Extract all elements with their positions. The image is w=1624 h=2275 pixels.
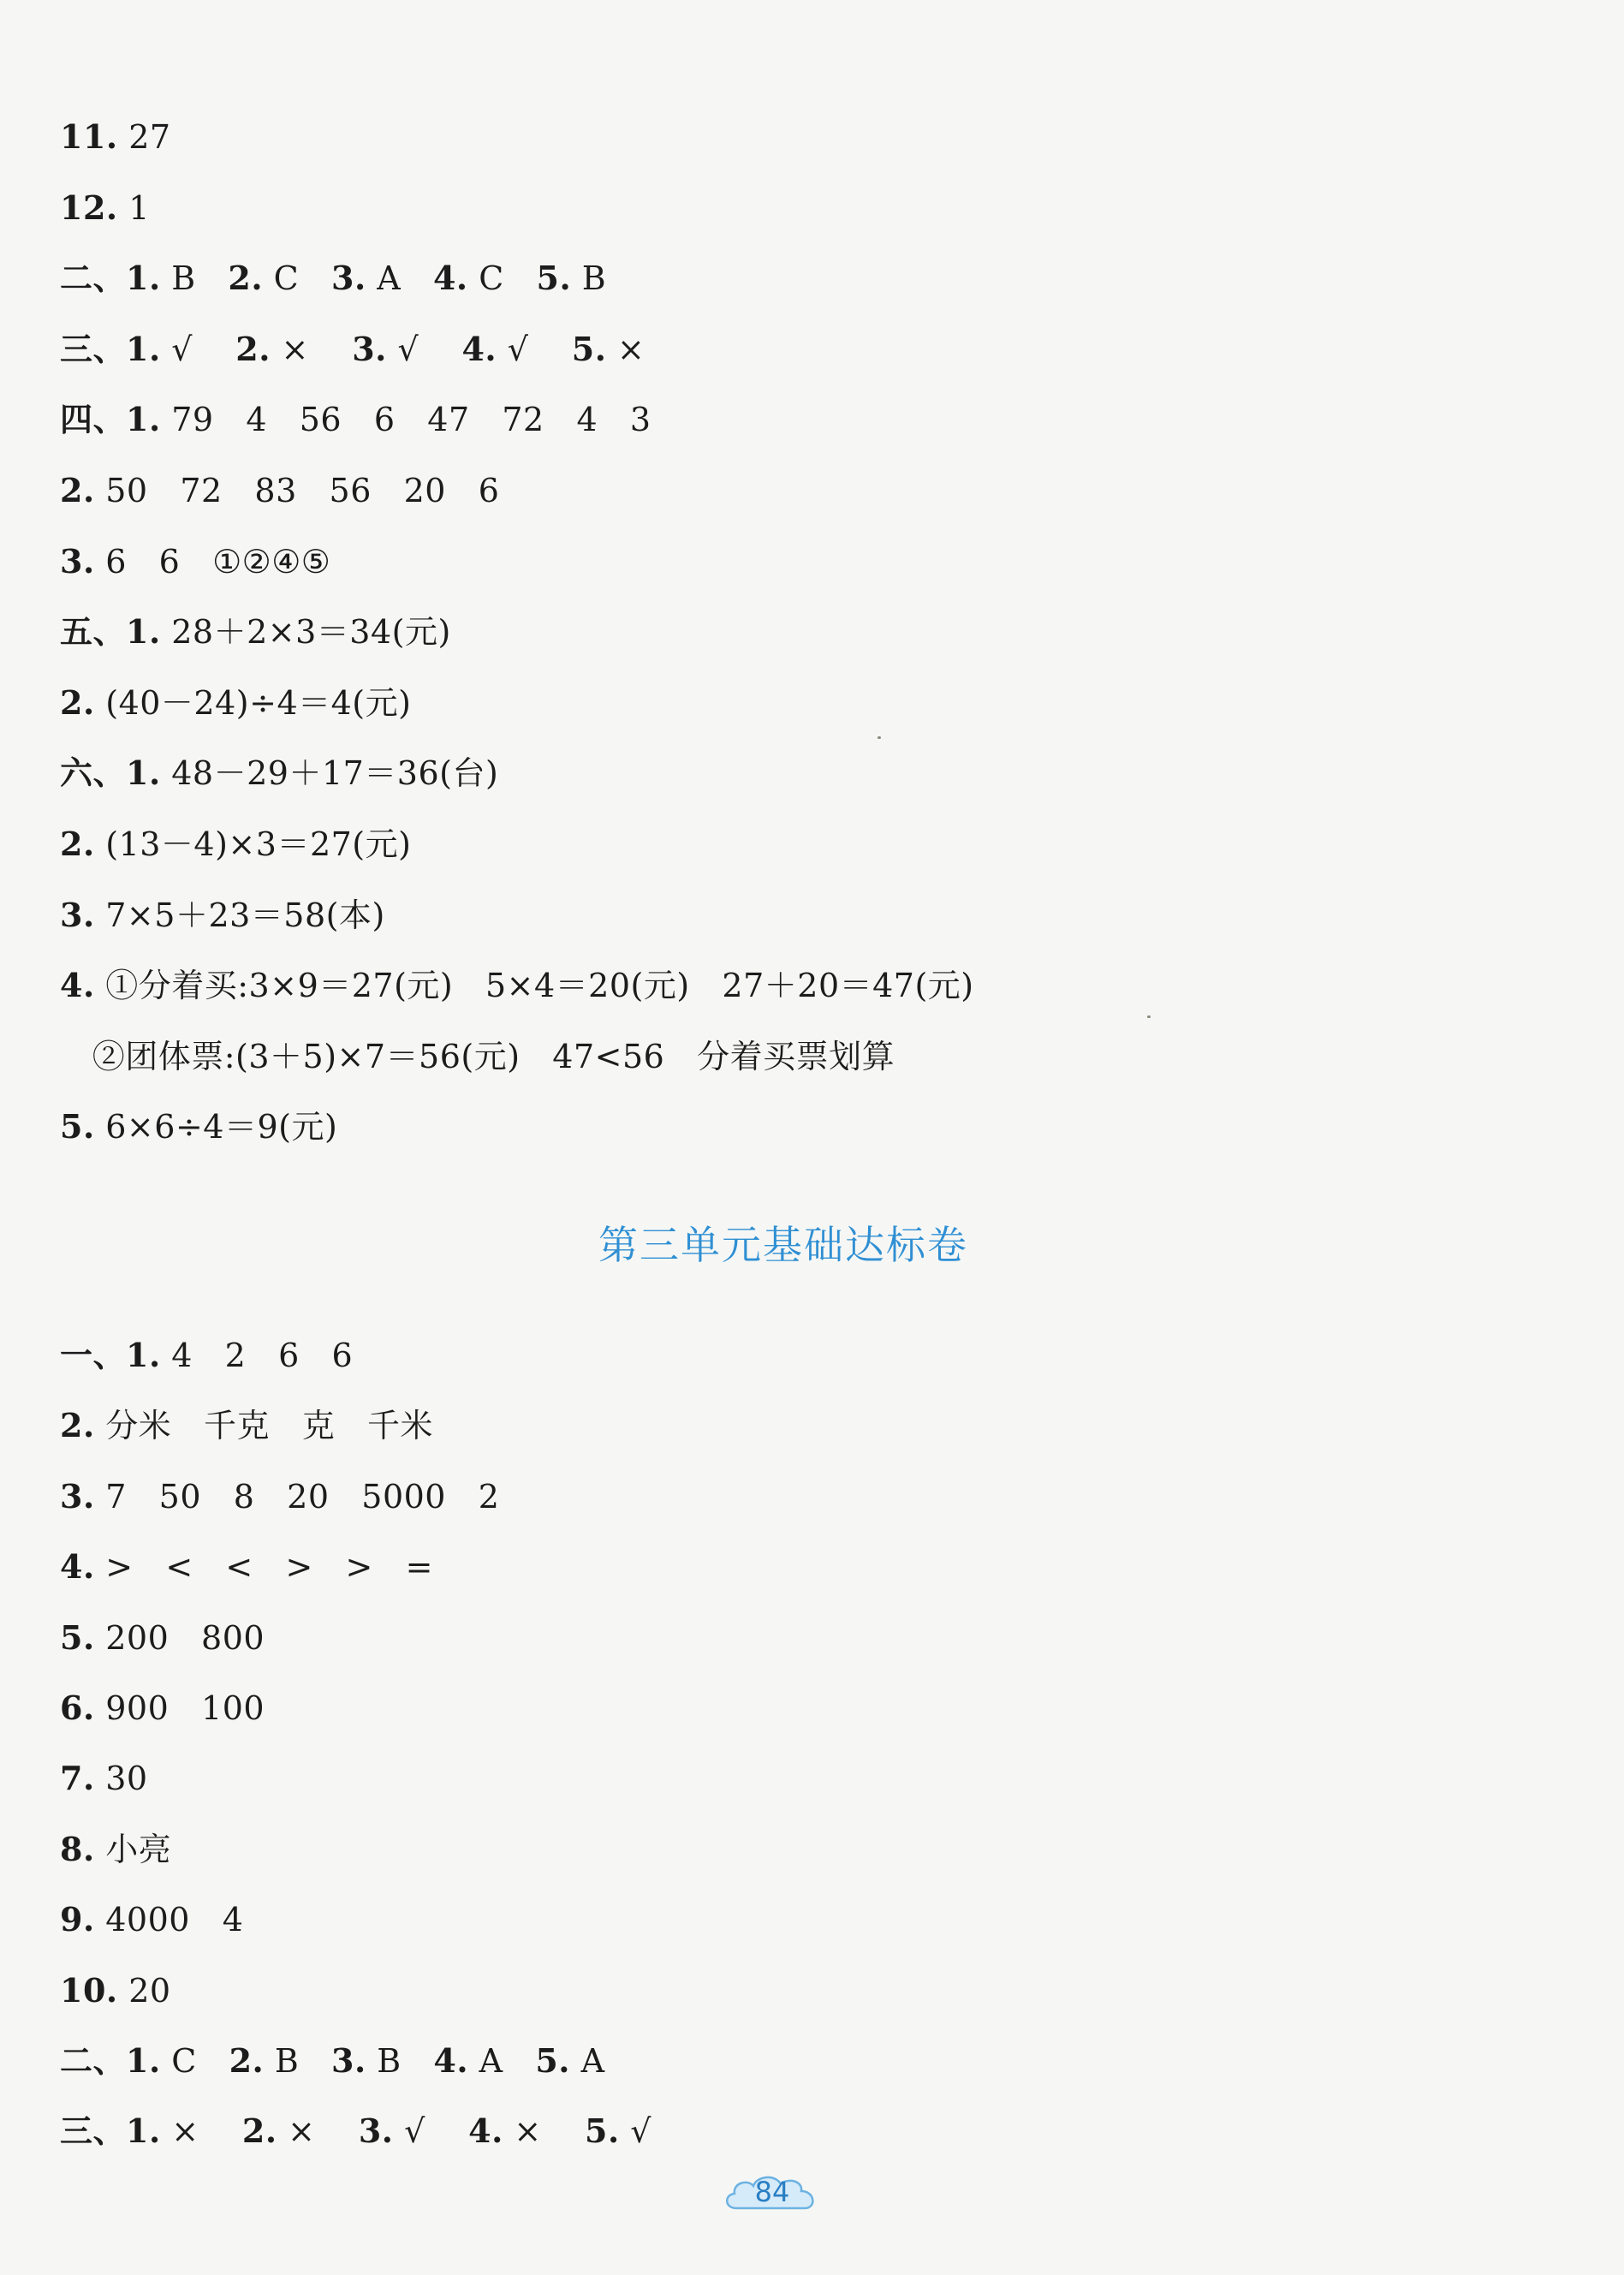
question-number: 2. [60,1406,95,1445]
question-number: 3. [331,2041,366,2080]
answer-text: √ [497,330,572,368]
question-number: 3. [60,1476,95,1516]
answer-text: (13－4)×3＝27(元) [94,825,412,863]
answer-line [60,330,645,369]
question-number: 四、1. [60,400,161,439]
question-number: 4. [468,2111,503,2151]
question-number: 一、1. [60,1336,161,1374]
answer-text: × [270,330,353,368]
question-number: 3. [60,541,95,581]
question-number: 二、1. [60,2041,161,2080]
answer-line [60,2111,651,2151]
question-number: 6. [60,1688,95,1727]
answer-line [60,966,974,1005]
answer-text: 48－29＋17＝36(台) [160,754,499,793]
answer-text: 200 800 [94,1618,265,1657]
question-number: 10. [60,1970,118,2010]
question-number: 三、1. [60,2111,161,2151]
question-number: 9. [60,1900,95,1939]
answer-text: √ [393,2112,469,2151]
question-number: 六、1. [60,753,161,793]
answer-line [60,1759,148,1798]
answer-line [60,753,498,793]
answer-line [60,117,171,157]
answer-line [60,259,606,298]
answer-line [60,1830,171,1869]
answer-text: B [160,259,229,298]
question-number: 2. [241,2111,277,2151]
question-number: 五、1. [60,612,161,652]
answer-line [60,1477,499,1516]
answer-text: √ [619,2112,652,2151]
question-number: 三、1. [60,329,161,368]
question-number: 5. [60,1617,95,1657]
question-number: 2. [228,259,264,298]
answer-line [60,2041,605,2081]
answer-text: 79 4 56 6 47 72 4 3 [160,401,651,439]
question-number: 4. [461,329,497,368]
question-number: 3. [60,895,95,934]
answer-text: 分米 千克 克 千米 [94,1407,433,1445]
scan-speck [877,736,881,739]
answer-text: √ [386,330,462,368]
answer-text: C [467,259,537,298]
answer-text: 7×5＋23＝58(本) [94,896,385,934]
answer-line [60,1547,433,1587]
answer-text: × [277,2112,359,2151]
answer-text: B [366,2042,434,2080]
question-number: 4. [60,1547,95,1587]
question-number: 5. [536,259,572,298]
answer-line [60,400,651,439]
answer-text: C [160,2042,229,2080]
section-title: 第三单元基础达标卷 [598,1222,968,1268]
answer-text: 小亮 [94,1830,172,1868]
page-number-badge [721,2171,824,2215]
question-number: 5. [571,329,607,368]
page-number: 84 [754,2176,790,2208]
question-number: 5. [60,1107,95,1146]
answer-text: 900 100 [94,1689,265,1727]
answer-line [60,612,451,652]
question-number: 12. [60,188,118,227]
answer-text: A [468,2042,536,2080]
answer-text: 30 [94,1760,148,1798]
answer-text: ②团体票:(3＋5)×7＝56(元) 47<56 分着买票划算 [60,1037,895,1075]
answer-text: 4000 4 [94,1901,244,1939]
answer-line [60,825,411,864]
answer-text: 6×6÷4＝9(元) [94,1108,338,1146]
answer-line [60,1107,337,1146]
question-number: 5. [535,2041,571,2080]
answer-text: √ [160,330,236,368]
answer-text: 28＋2×3＝34(元) [160,613,451,652]
answer-line [60,1618,265,1658]
answer-line [60,542,330,581]
answer-line [60,683,411,723]
question-number: 11. [60,117,118,156]
question-number: 5. [585,2111,620,2151]
answer-text: 50 72 83 56 20 6 [94,472,500,509]
answer-text: × [503,2112,586,2151]
answer-text: B [264,2042,331,2080]
question-number: 二、1. [60,259,161,298]
question-number: 7. [60,1759,95,1798]
answer-text: × [160,2112,242,2151]
answer-line [60,1971,171,2010]
question-number: 2. [60,682,95,722]
answer-text: B [571,259,607,298]
answer-line [60,896,385,935]
question-number: 4. [433,2041,469,2080]
question-number: 3. [352,329,387,368]
answer-line [60,1336,353,1375]
answer-line [60,1037,895,1076]
answer-text: (40－24)÷4＝4(元) [94,683,412,722]
answer-text: C [263,259,331,298]
answer-line [60,1900,243,1939]
answer-text: × [606,330,645,368]
question-number: 2. [60,825,95,863]
answer-text: 6 6 ①②④⑤ [94,542,331,581]
answer-text: > < < > > = [94,1548,433,1587]
answer-text: A [366,259,433,298]
question-number: 4. [60,966,95,1005]
question-number: 4. [432,259,468,298]
answer-text: ①分着买:3×9＝27(元) 5×4＝20(元) 27＋20＝47(元) [94,967,974,1005]
question-number: 2. [60,471,95,509]
question-number: 2. [229,2041,265,2080]
answer-text: 7 50 8 20 5000 2 [94,1477,500,1516]
question-number: 3. [331,259,366,298]
question-number: 8. [60,1829,95,1868]
answer-text: 20 [117,1971,171,2010]
question-number: 2. [235,329,271,368]
answer-line [60,188,150,228]
answer-text: A [570,2042,605,2080]
answer-line [60,1688,265,1728]
answer-line [60,1406,433,1445]
answer-text: 27 [117,118,171,156]
scan-speck [1147,1015,1151,1018]
answer-text: 4 2 6 6 [160,1337,354,1374]
question-number: 3. [358,2111,394,2151]
answer-text: 1 [117,188,150,227]
answer-line [60,471,499,510]
